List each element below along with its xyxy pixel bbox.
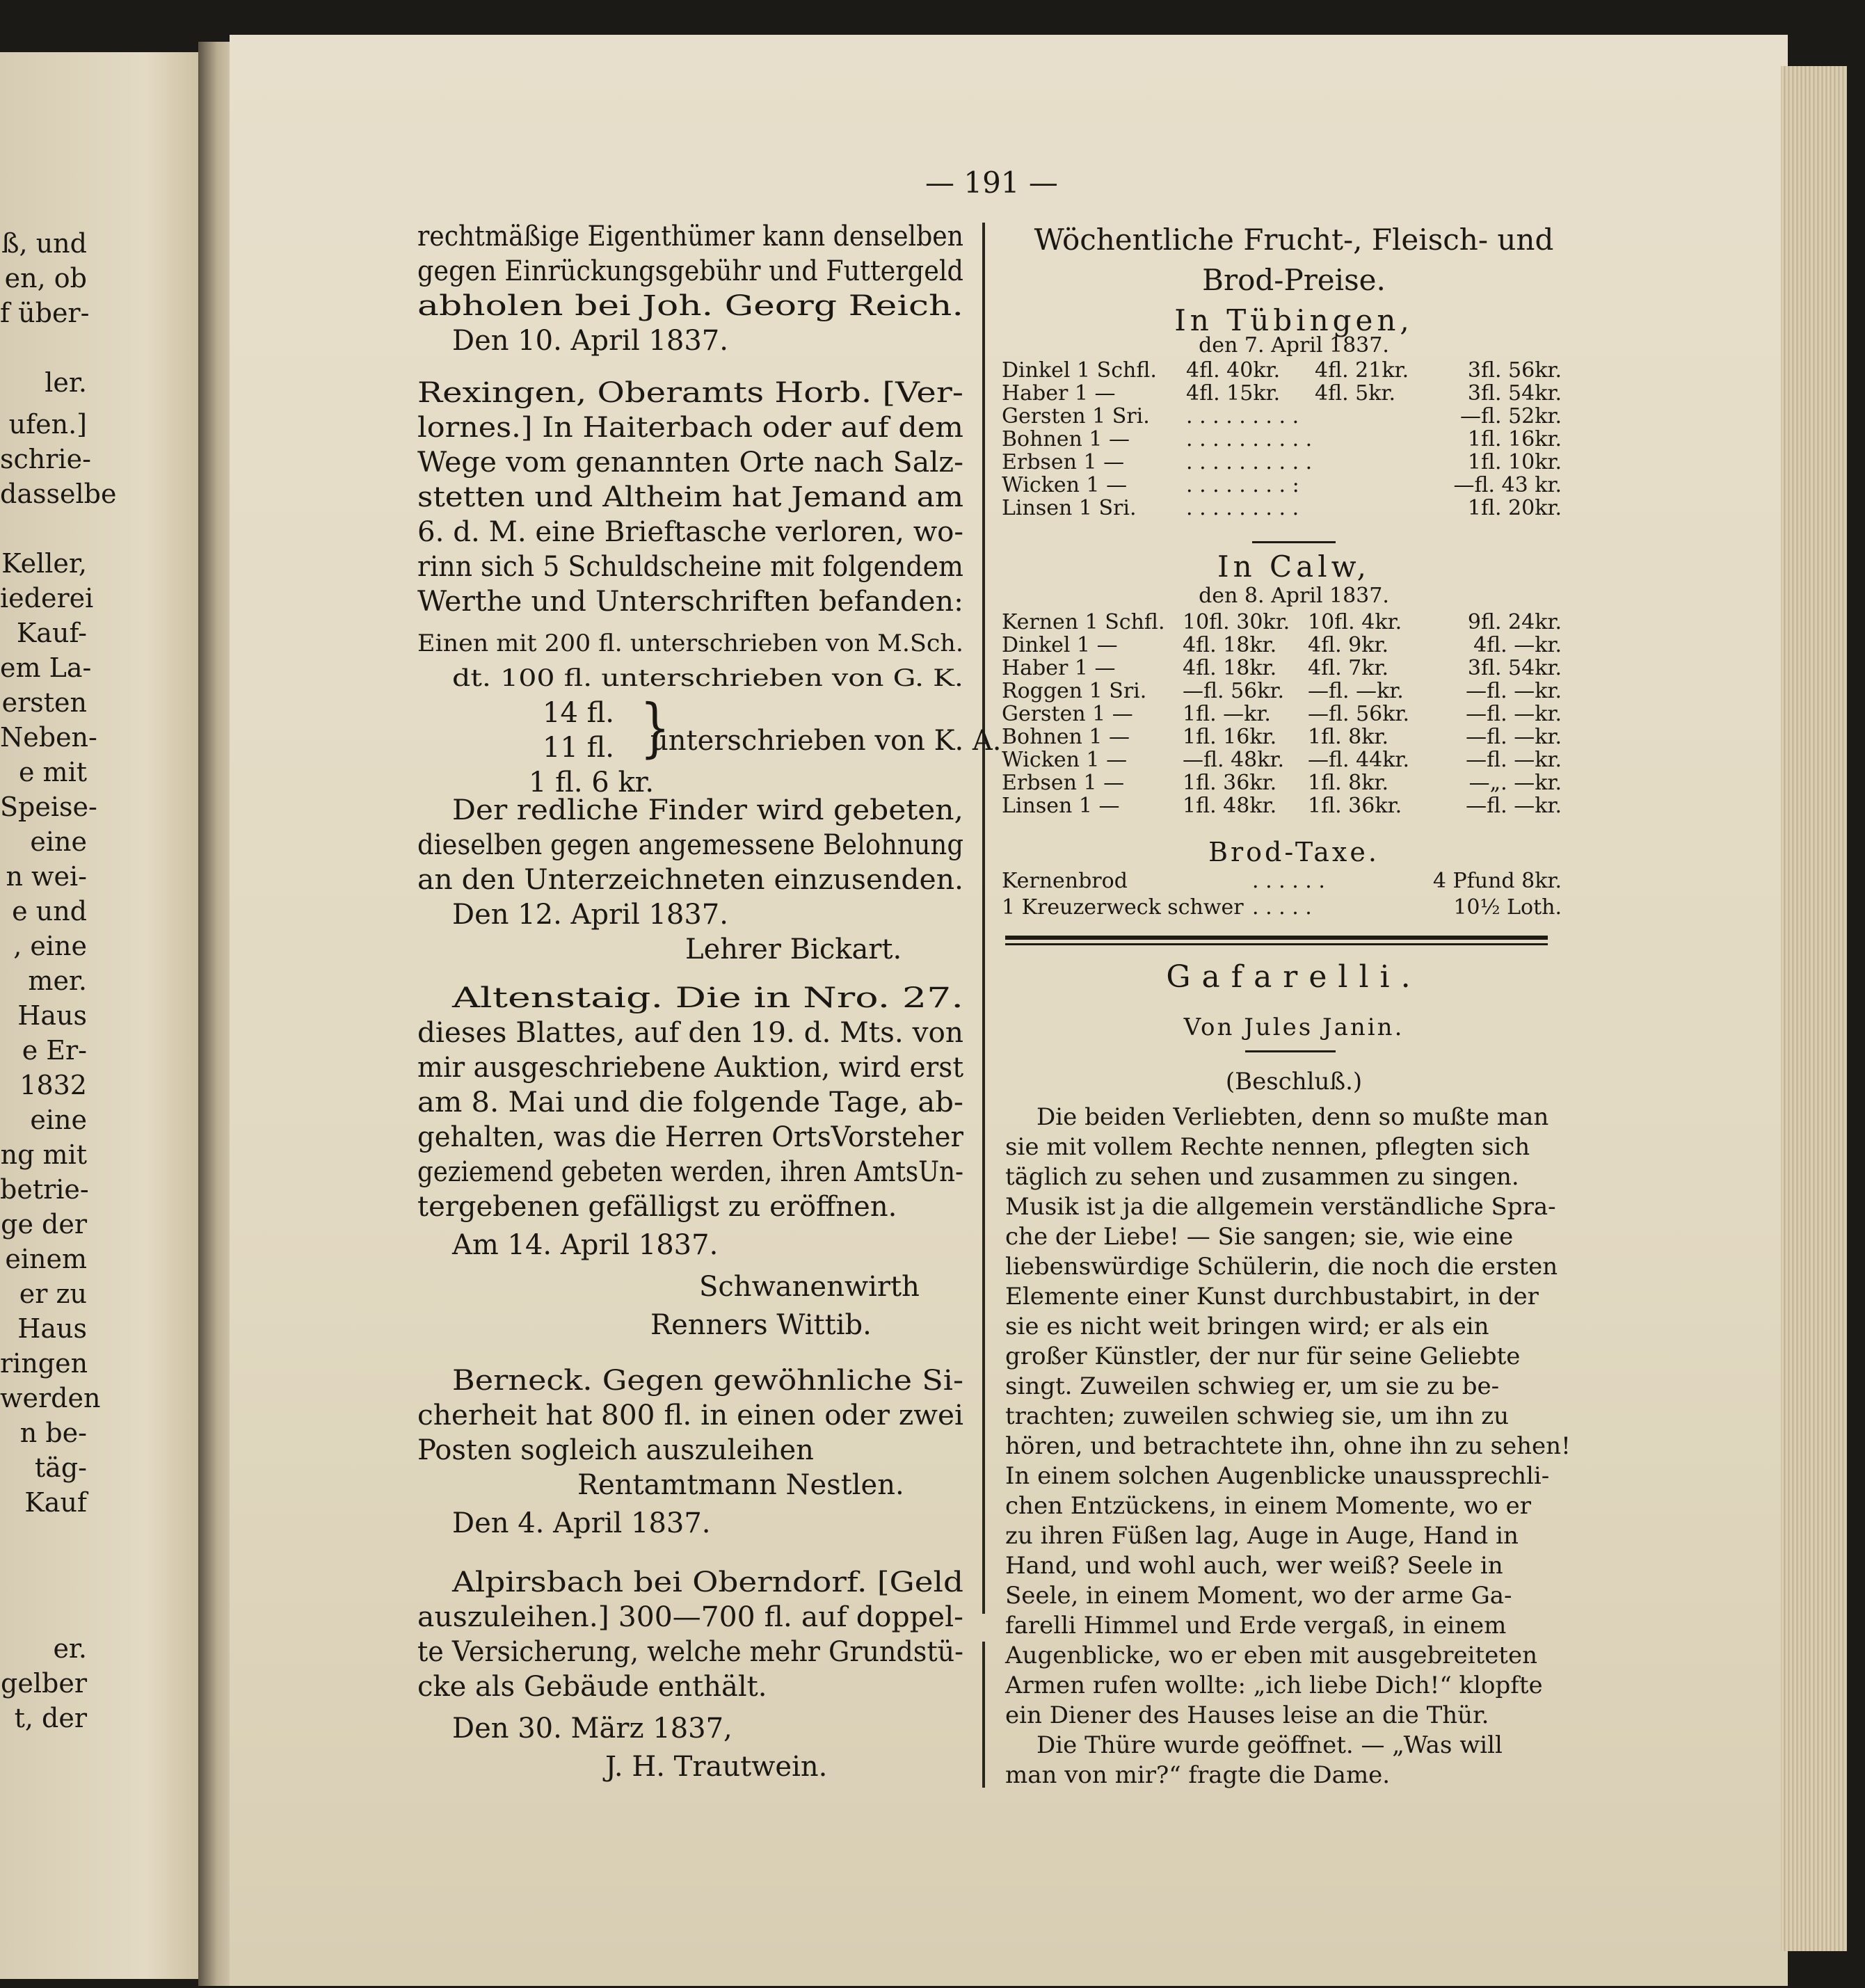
story-line: In einem solchen Augenblicke unaussprechli- (1005, 1462, 1550, 1490)
tuebingen-title: In Tübingen, (1174, 303, 1414, 337)
price-cell: Linsen 1 Sri. (1002, 496, 1137, 520)
price-cell: 1fl. 48kr. (1183, 794, 1277, 818)
price-cell: 4fl. 9kr. (1308, 633, 1389, 657)
col1-line: Schwanenwirth (699, 1271, 920, 1303)
col1-line: an den Unterzeichneten einzusenden. (417, 864, 964, 896)
left-page-line: eine (30, 1105, 87, 1135)
col1-line: Altenstaig. Die in Nro. 27. (452, 982, 963, 1014)
col1-line: Alpirsbach bei Oberndorf. [Geld (452, 1566, 963, 1598)
left-page-line: Keller, (1, 548, 87, 579)
story-line: Augenblicke, wo er eben mit ausgebreiteten (1005, 1642, 1537, 1669)
left-page-line: e und (12, 896, 87, 927)
col1-line: rinn sich 5 Schuldscheine mit folgendem (417, 551, 963, 583)
story-line: sie mit vollem Rechte nennen, pflegten sich (1005, 1133, 1530, 1161)
left-page-line: einem (5, 1244, 87, 1274)
price-cell: —fl. 48kr. (1183, 748, 1285, 772)
price-cell: —fl. 56kr. (1308, 702, 1410, 726)
story-line: Armen rufen wollte: „ich liebe Dich!“ klopfte (1005, 1672, 1543, 1699)
left-page-line: e Er- (22, 1035, 87, 1066)
col1-line: Berneck. Gegen gewöhnliche Si- (452, 1365, 964, 1397)
col1-line: Werthe und Unterschriften befanden: (417, 586, 964, 618)
left-page-line: e mit (18, 757, 87, 787)
price-cell: Wicken 1 — (1002, 748, 1128, 772)
col1-line: unterschrieben von K. A. (650, 725, 1002, 757)
price-row (0, 680, 1865, 703)
tuebingen-date: den 7. April 1837. (1199, 333, 1389, 358)
price-cell: Erbsen 1 — (1002, 450, 1125, 474)
price-cell: 9fl. 24kr. (1467, 610, 1562, 634)
price-cell: Linsen 1 — (1002, 794, 1120, 818)
price-row (0, 634, 1865, 657)
price-row (0, 428, 1865, 451)
col1-line: 14 fl. (543, 697, 615, 729)
left-page-line: dasselbe (0, 479, 117, 509)
price-cell: 10fl. 4kr. (1308, 610, 1402, 634)
price-cell: 4fl. 18kr. (1183, 633, 1277, 657)
col1-line: mir ausgeschriebene Auktion, wird erst (417, 1052, 964, 1084)
left-page-line: eine (30, 826, 87, 857)
col1-line: dt. 100 fl. unterschrieben von G. K. (452, 664, 963, 692)
col1-line: Wege vom genannten Orte nach Salz- (417, 447, 964, 479)
price-cell: 1fl. 36kr. (1183, 771, 1277, 795)
price-cell: 10½ Loth. (1453, 895, 1562, 920)
col1-line: cke als Gebäude enthält. (417, 1671, 767, 1703)
price-cell: —fl. —kr. (1466, 679, 1562, 703)
col1-line: Renners Wittib. (650, 1309, 872, 1341)
price-cell: 4fl. 18kr. (1183, 656, 1277, 680)
col1-line: Einen mit 200 fl. unterschrieben von M.Sch. (417, 630, 964, 657)
col1-line: 11 fl. (543, 732, 615, 764)
left-page-line: er. (53, 1633, 87, 1664)
story-line: che der Liebe! — Sie sangen; sie, wie eine (1005, 1223, 1514, 1251)
left-page-line: ufen.] (8, 409, 87, 440)
price-row (0, 896, 1865, 922)
price-row (0, 359, 1865, 382)
col1-line: Rexingen, Oberamts Horb. [Ver- (417, 377, 964, 409)
price-cell: 4fl. 21kr. (1315, 358, 1409, 383)
page-number: — 191 — (925, 166, 1058, 200)
story-author: Von Jules Janin. (1183, 1013, 1404, 1041)
price-cell: Haber 1 — (1002, 656, 1116, 680)
brace: } (640, 691, 671, 766)
col1-line: 1 fl. 6 kr. (529, 767, 655, 799)
col1-line: dieselben gegen angemessene Belohnung (417, 829, 963, 861)
price-cell: 1fl. 36kr. (1308, 794, 1402, 818)
price-cell: —fl. —kr. (1466, 725, 1562, 749)
price-row (0, 869, 1865, 896)
price-cell: Dinkel 1 Schfl. (1002, 358, 1157, 383)
calw-title: In Calw, (1217, 550, 1370, 584)
left-page-line: ringen (0, 1348, 88, 1379)
story-line: trachten; zuweilen schwieg sie, um ihn zu (1005, 1402, 1510, 1430)
left-page-line: em La- (0, 652, 92, 683)
col1-line: Lehrer Bickart. (685, 933, 902, 965)
price-row (0, 405, 1865, 428)
col1-line: gegen Einrückungsgebühr und Futtergeld (417, 255, 963, 287)
story-line: farelli Himmel und Erde vergaß, in einem (1005, 1612, 1507, 1640)
col1-line: J. H. Trautwein. (605, 1751, 828, 1783)
price-row (0, 611, 1865, 634)
price-cell: . . . . . . (1252, 869, 1325, 893)
left-page-line: mer. (28, 965, 87, 996)
col1-line: gehalten, was die Herren OrtsVorsteher (417, 1121, 963, 1153)
price-cell: 4fl. 15kr. (1186, 381, 1281, 406)
left-page-line: 1832 (19, 1070, 87, 1100)
calw-date: den 8. April 1837. (1199, 584, 1389, 608)
story-line: Die Thüre wurde geöffnet. — „Was will (1036, 1731, 1503, 1759)
price-cell: —fl. —kr. (1466, 748, 1562, 772)
price-cell: 1fl. 8kr. (1308, 771, 1389, 795)
story-line: liebenswürdige Schülerin, die noch die ersten (1005, 1253, 1558, 1281)
col1-line: Den 30. März 1837, (452, 1713, 733, 1745)
price-cell: Bohnen 1 — (1002, 725, 1130, 749)
col1-line: Der redliche Finder wird gebeten, (452, 794, 964, 826)
thick-rule (1005, 936, 1548, 940)
price-cell: 1 Kreuzerweck schwer (1002, 895, 1244, 920)
col1-line: dieses Blattes, auf den 19. d. Mts. von (417, 1017, 963, 1049)
prices-heading: Wöchentliche Frucht-, Fleisch- und (1034, 223, 1554, 257)
col1-line: Posten sogleich auszuleihen (417, 1434, 814, 1466)
story-line: Die beiden Verliebten, denn so mußte man (1036, 1103, 1549, 1131)
price-cell: Bohnen 1 — (1002, 427, 1130, 451)
col1-line: abholen bei Joh. Georg Reich. (417, 290, 963, 322)
price-row (0, 657, 1865, 680)
price-cell: 1fl. —kr. (1183, 702, 1271, 726)
story-note: (Beschluß.) (1225, 1068, 1363, 1096)
col1-line: Am 14. April 1837. (452, 1229, 719, 1261)
price-cell: 1fl. 20kr. (1467, 496, 1562, 520)
price-cell: . . . . . . . . . (1186, 404, 1299, 428)
price-row (0, 771, 1865, 794)
left-page-line: Kauf (24, 1487, 87, 1518)
price-cell: 1fl. 16kr. (1183, 725, 1277, 749)
story-line: ein Diener des Hauses leise an die Thür. (1005, 1701, 1489, 1729)
left-page-line: n wei- (6, 861, 87, 892)
col1-line: stetten und Altheim hat Jemand am (417, 481, 964, 513)
price-cell: 1fl. 8kr. (1308, 725, 1389, 749)
col1-line: tergebenen gefälligst zu eröffnen. (417, 1191, 897, 1223)
story-line: Hand, und wohl auch, wer weiß? Seele in (1005, 1552, 1503, 1580)
story-line: chen Entzückens, in einem Momente, wo er (1005, 1492, 1532, 1520)
price-cell: 4 Pfund 8kr. (1432, 869, 1562, 893)
thin-rule (1005, 943, 1548, 945)
story-line: sie es nicht weit bringen wird; er als ein (1005, 1313, 1489, 1340)
price-cell: 4fl. 40kr. (1186, 358, 1281, 383)
price-cell: 4fl. —kr. (1473, 633, 1562, 657)
section-rule (1252, 541, 1336, 543)
story-line: singt. Zuweilen schwieg er, um sie zu be- (1005, 1372, 1500, 1400)
col1-line: Den 10. April 1837. (452, 325, 728, 357)
price-cell: Dinkel 1 — (1002, 633, 1118, 657)
price-cell: 4fl. 5kr. (1315, 381, 1396, 406)
brod-title: Brod-Taxe. (1208, 837, 1379, 867)
prices-heading-2: Brod-Preise. (1202, 263, 1386, 297)
story-line: zu ihren Füßen lag, Auge in Auge, Hand in (1005, 1522, 1519, 1550)
price-cell: . . . . . . . . : (1186, 473, 1299, 497)
left-page-line: ersten (1, 687, 87, 718)
price-cell: —„. —kr. (1468, 771, 1562, 795)
col1-line: Den 12. April 1837. (452, 899, 728, 931)
price-row (0, 703, 1865, 726)
story-line: Seele, in einem Moment, wo der arme Ga- (1005, 1582, 1512, 1610)
left-page-line: ng mit (0, 1139, 87, 1170)
price-cell: . . . . . (1252, 895, 1312, 920)
price-cell: —fl. —kr. (1466, 702, 1562, 726)
left-page-line: Haus (17, 1000, 87, 1031)
left-page-line: Haus (17, 1313, 87, 1344)
left-page-line: werden (0, 1383, 101, 1413)
price-row (0, 726, 1865, 748)
left-page-line: t, der (14, 1703, 87, 1733)
price-row (0, 382, 1865, 405)
price-row (0, 451, 1865, 474)
col1-line: rechtmäßige Eigenthümer kann denselben (417, 221, 963, 252)
price-row (0, 497, 1865, 520)
price-cell: 1fl. 16kr. (1467, 427, 1562, 451)
col1-line: cherheit hat 800 fl. in einen oder zwei (417, 1400, 964, 1432)
price-row (0, 474, 1865, 497)
price-cell: —fl. —kr. (1466, 794, 1562, 818)
left-page-line: ler. (45, 367, 87, 398)
price-cell: Wicken 1 — (1002, 473, 1128, 497)
price-cell: 3fl. 54kr. (1467, 656, 1562, 680)
price-cell: —fl. —kr. (1308, 679, 1404, 703)
price-cell: Kernenbrod (1002, 869, 1128, 893)
price-cell: Erbsen 1 — (1002, 771, 1125, 795)
price-cell: —fl. 52kr. (1459, 404, 1562, 428)
left-page-line: schrie- (0, 444, 91, 474)
col1-line: lornes.] In Haiterbach oder auf dem (417, 412, 964, 444)
page-edges (1781, 66, 1847, 1951)
col1-line: Den 4. April 1837. (452, 1507, 711, 1539)
left-page-line: er zu (19, 1278, 87, 1309)
col1-line: auszuleihen.] 300—700 fl. auf doppel- (417, 1601, 963, 1633)
story-line: man von mir?“ fragte die Dame. (1005, 1761, 1391, 1789)
left-page-line: iederei (0, 583, 94, 614)
left-page-line: Neben- (0, 722, 97, 753)
story-line: Elemente einer Kunst durchbustabirt, in der (1005, 1283, 1539, 1310)
price-cell: 3fl. 56kr. (1467, 358, 1562, 383)
price-cell: 1fl. 10kr. (1467, 450, 1562, 474)
col1-line: geziemend gebeten werden, ihren AmtsUn- (417, 1156, 964, 1188)
story-line: hören, und betrachtete ihn, ohne ihn zu sehen! (1005, 1432, 1571, 1460)
left-page-line: en, ob (4, 263, 87, 294)
left-page-line: Kauf- (16, 618, 87, 648)
price-cell: . . . . . . . . . (1186, 496, 1299, 520)
col1-line: te Versicherung, welche mehr Grundstü- (417, 1636, 963, 1668)
price-cell: —fl. 43 kr. (1453, 473, 1562, 497)
price-cell: 3fl. 54kr. (1467, 381, 1562, 406)
price-cell: Gersten 1 — (1002, 702, 1133, 726)
left-page-line: ß, und (1, 228, 87, 259)
left-page-line: Speise- (0, 792, 97, 822)
left-page-line: täg- (34, 1452, 87, 1483)
price-cell: Kernen 1 Schfl. (1002, 610, 1165, 634)
price-cell: . . . . . . . . . . (1186, 427, 1313, 451)
col1-line: Rentamtmann Nestlen. (577, 1469, 904, 1501)
price-cell: 10fl. 30kr. (1183, 610, 1290, 634)
left-page-line: gelber (1, 1668, 87, 1699)
story-line: täglich zu sehen und zusammen zu singen. (1005, 1163, 1519, 1191)
left-page-line: , eine (13, 931, 87, 961)
col1-line: 6. d. M. eine Brieftasche verloren, wo- (417, 516, 964, 548)
price-row (0, 748, 1865, 771)
left-page-line: f über- (0, 298, 90, 328)
price-cell: Haber 1 — (1002, 381, 1116, 406)
price-cell: . . . . . . . . . . (1186, 450, 1313, 474)
price-cell: —fl. 56kr. (1183, 679, 1285, 703)
left-page-line: betrie- (0, 1174, 89, 1205)
author-rule (1245, 1050, 1336, 1052)
col1-line: am 8. Mai und die folgende Tage, ab- (417, 1087, 963, 1119)
story-title: Gafarelli. (1166, 959, 1422, 995)
left-page-line: ge der (1, 1209, 87, 1240)
price-cell: —fl. 44kr. (1308, 748, 1410, 772)
story-line: großer Künstler, der nur für seine Geliebte (1005, 1342, 1521, 1370)
price-cell: Gersten 1 Sri. (1002, 404, 1150, 428)
left-page-line: n be- (19, 1418, 87, 1448)
column-divider-lower (982, 1642, 985, 1788)
story-line: Musik ist ja die allgemein verständliche Spra- (1005, 1193, 1556, 1221)
price-cell: Roggen 1 Sri. (1002, 679, 1147, 703)
price-cell: 4fl. 7kr. (1308, 656, 1389, 680)
price-row (0, 794, 1865, 817)
